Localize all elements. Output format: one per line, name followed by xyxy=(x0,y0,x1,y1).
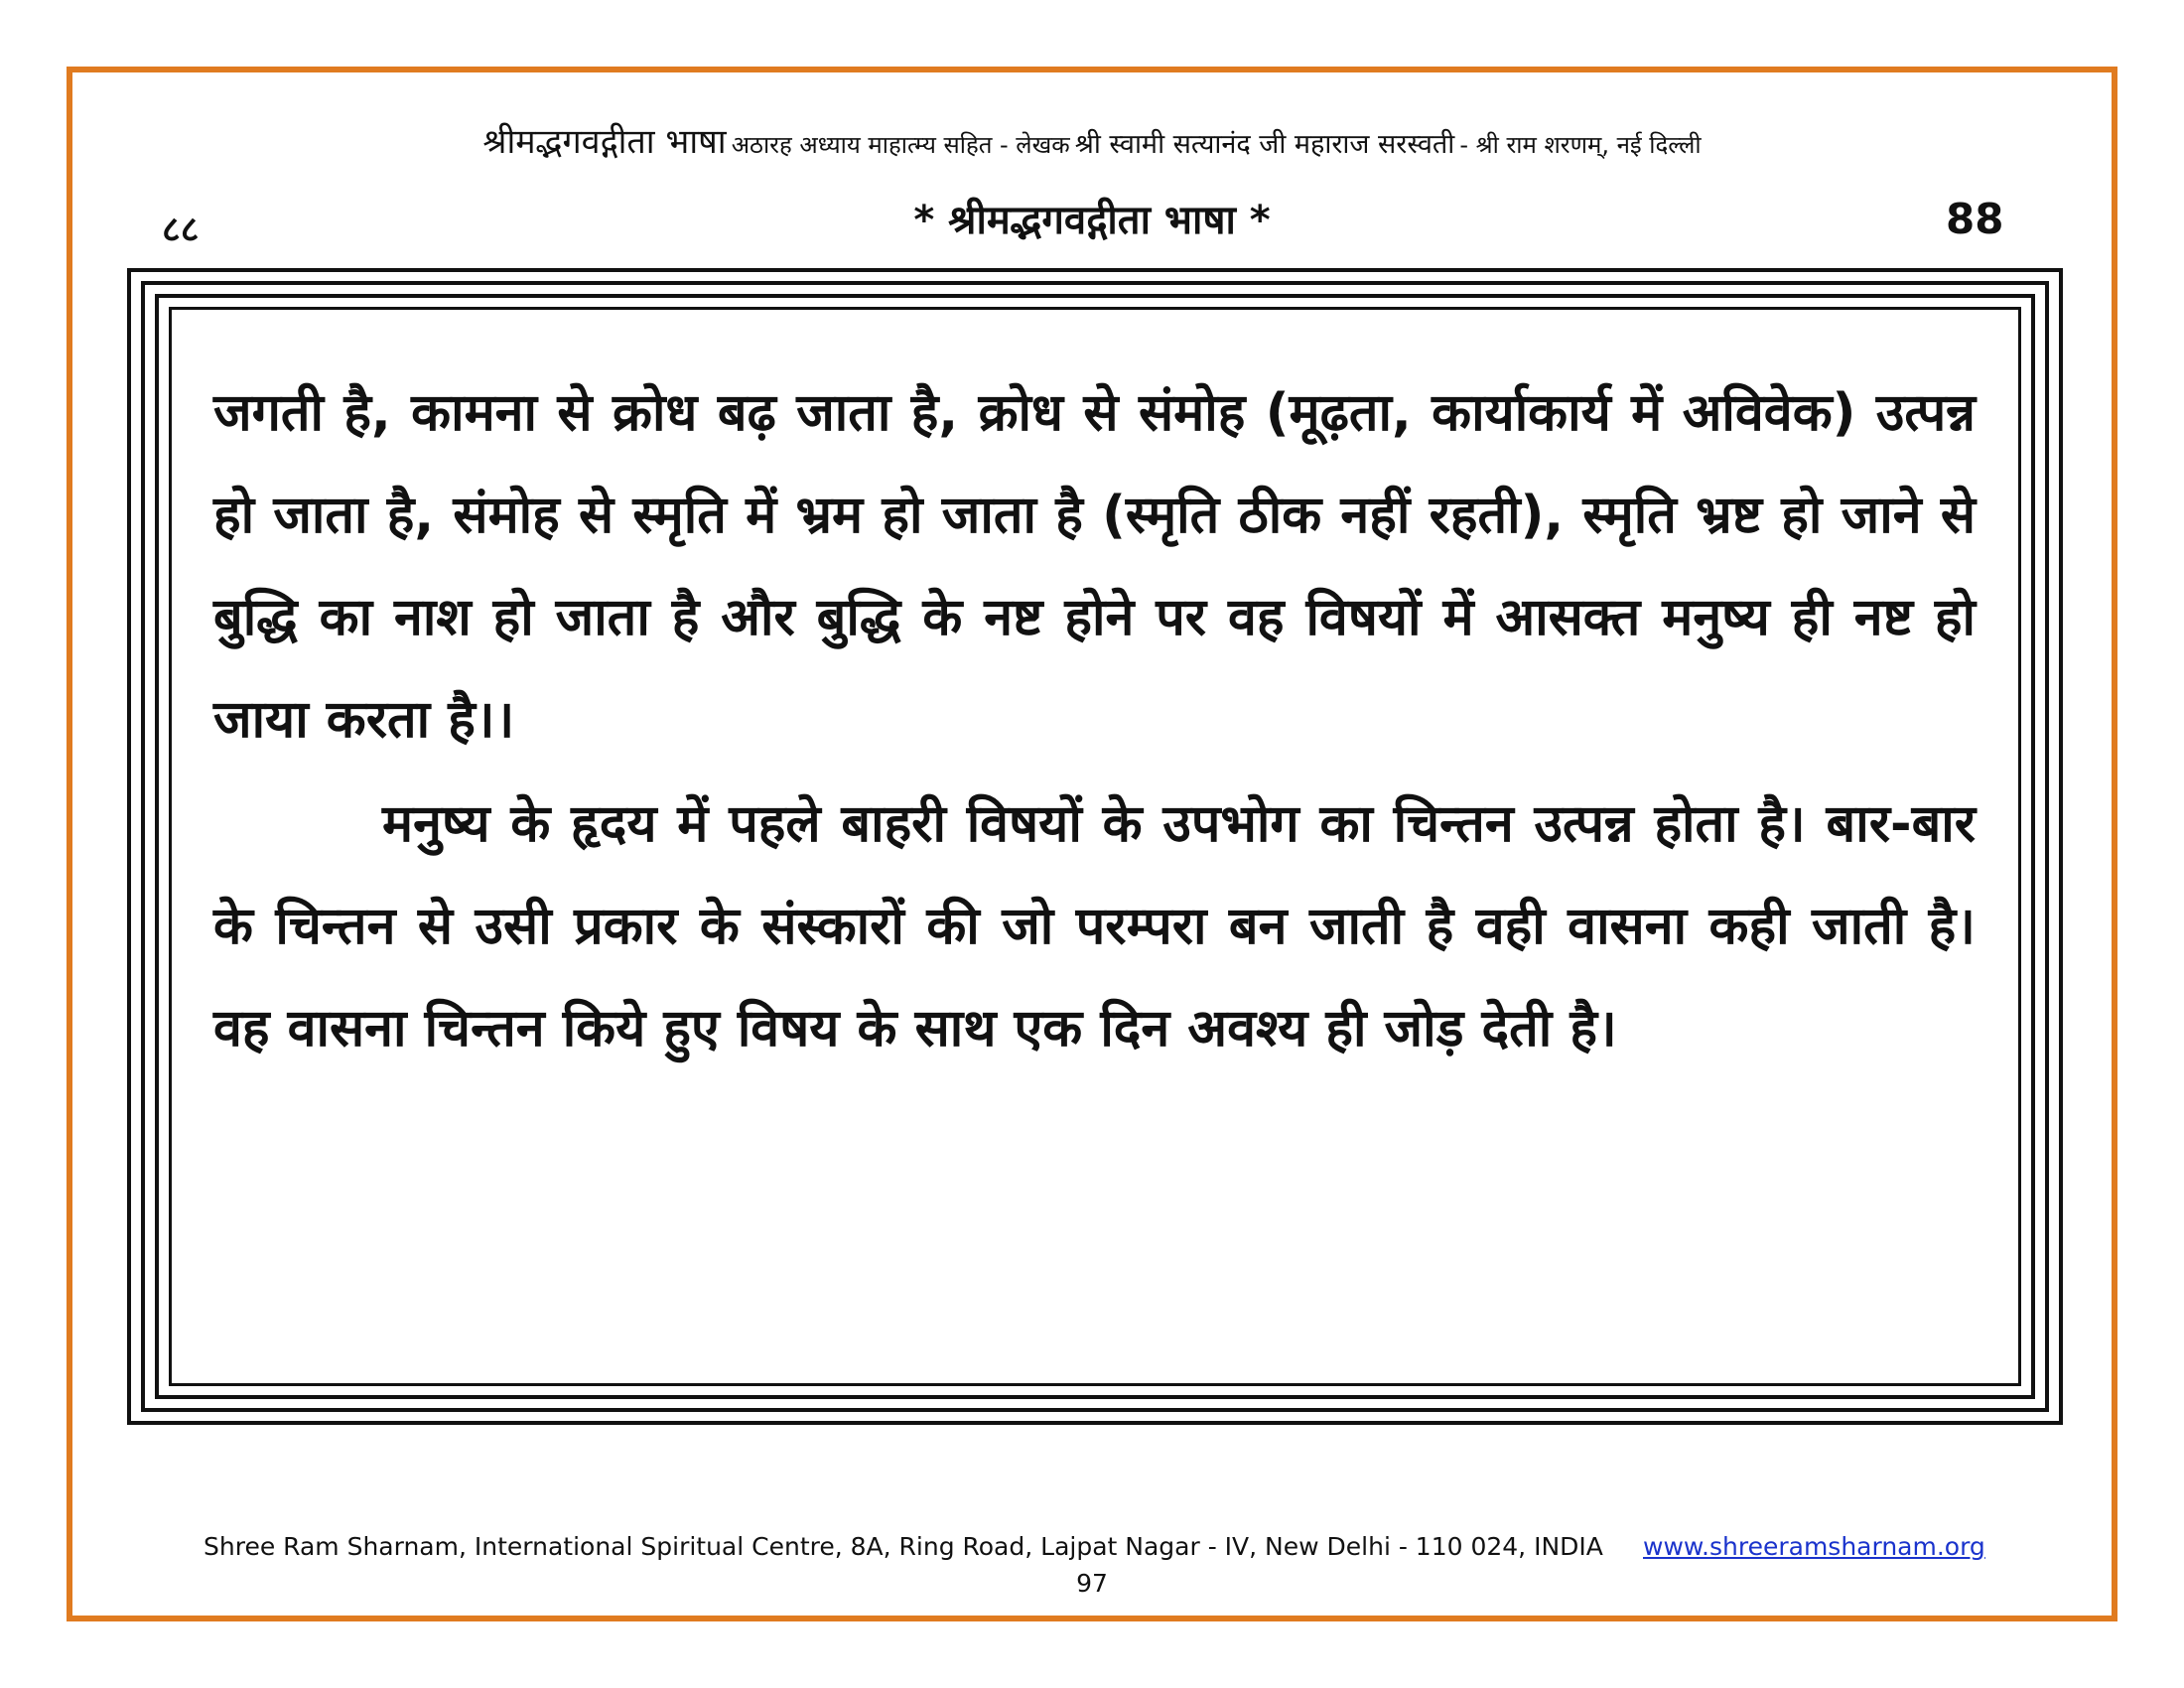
page-number: 88 xyxy=(1946,195,2004,243)
footer-page-number: 97 xyxy=(1076,1569,1108,1598)
page-number-devanagari: ८८ xyxy=(162,210,200,250)
running-title: * श्रीमद्भगवद्गीता भाषा * xyxy=(913,198,1271,243)
website-link[interactable]: www.shreeramsharnam.org xyxy=(1643,1532,1985,1561)
paragraph-1: जगती है, कामना से क्रोध बढ़ जाता है, क्रोध से संमोह (मूढ़ता, कार्याकार्य में अविवेक) उत्पन्न हो जाता है, संमोह से स्मृति में भ्रम हो जाता है (स्मृति ठीक नहीं रहती), स्मृति भ्रष्ट हो जाने से बुद्धि का नाश हो जाता है और बुद्धि के नष्ट होने पर वह विषयों में आसक्त मनुष्य ही नष्ट हो जाया करता है।। xyxy=(213,383,1976,750)
paragraph-2: मनुष्य के हृदय में पहले बाहरी विषयों के उपभोग का चिन्तन उत्पन्न होता है। बार-बार के चिन्तन से उसी प्रकार के संस्कारों की जो परम्परा बन जाती है वही वासना कही जाती है। वह वासना चिन्तन किये हुए विषय के साथ एक दिन अवश्य ही जोड़ देती है। xyxy=(213,794,1976,1058)
footer-address: Shree Ram Sharnam, International Spiritual Centre, 8A, Ring Road, Lajpat Nagar - IV, New Delhi - 110 024, INDIA xyxy=(204,1532,1603,1561)
book-subtitle: अठारह अध्याय माहात्म्य सहित - लेखक xyxy=(731,131,1070,159)
book-author: श्री स्वामी सत्यानंद जी महाराज सरस्वती xyxy=(1074,129,1455,160)
book-publisher: श्री राम शरणम्, नई दिल्ली xyxy=(1475,131,1702,159)
scripture-text xyxy=(213,362,1976,1080)
book-title: श्रीमद्भगवद्गीता भाषा xyxy=(482,122,727,162)
document-header xyxy=(99,117,2085,163)
header-separator: - xyxy=(1459,131,1476,159)
